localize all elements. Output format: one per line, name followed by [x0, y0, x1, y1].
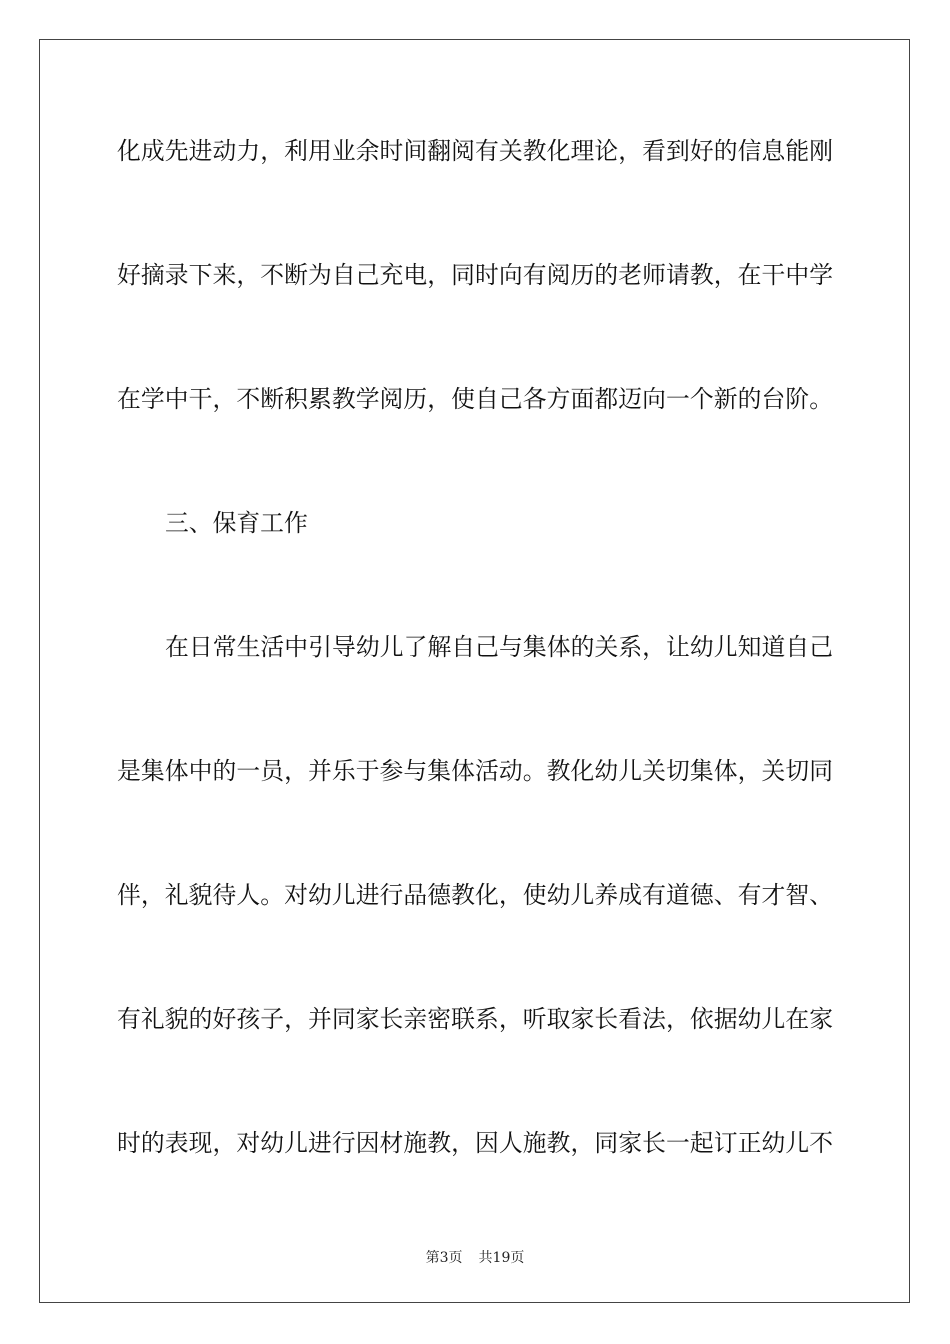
body-line-9: 时的表现，对幼儿进行因材施教，因人施教，同家长一起订正幼儿不 [117, 1129, 833, 1157]
body-line-1: 化成先进动力，利用业余时间翻阅有关教化理论，看到好的信息能刚 [117, 137, 833, 165]
page-frame [39, 39, 910, 1303]
body-line-3: 在学中干，不断积累教学阅历，使自己各方面都迈向一个新的台阶。 [117, 385, 833, 413]
body-line-7: 伴，礼貌待人。对幼儿进行品德教化，使幼儿养成有道德、有才智、 [117, 881, 833, 909]
body-line-2: 好摘录下来，不断为自己充电，同时向有阅历的老师请教，在干中学 [117, 261, 833, 289]
body-line-5: 在日常生活中引导幼儿了解自己与集体的关系，让幼儿知道自己 [165, 633, 833, 661]
page-total: 共19页 [478, 1250, 525, 1266]
page-footer [0, 1249, 950, 1267]
section-heading: 三、保育工作 [165, 509, 308, 537]
body-line-8: 有礼貌的好孩子，并同家长亲密联系，听取家长看法，依据幼儿在家 [117, 1005, 833, 1033]
page-number: 第3页 [425, 1250, 463, 1266]
body-line-6: 是集体中的一员，并乐于参与集体活动。教化幼儿关切集体，关切同 [117, 757, 833, 785]
